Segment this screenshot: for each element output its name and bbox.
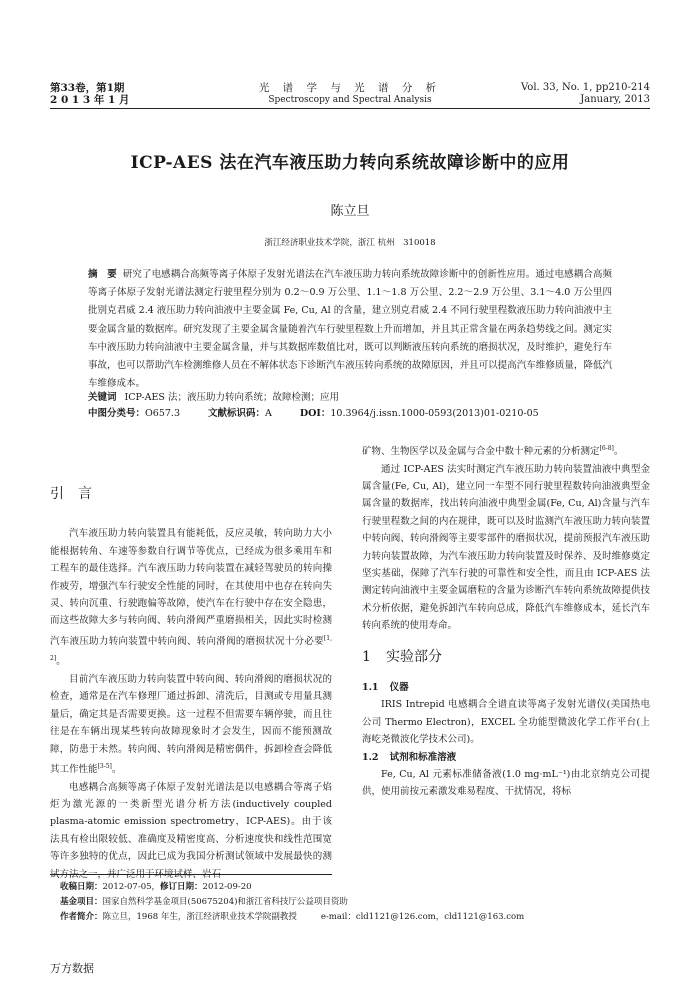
intro-paragraph-2 <box>50 671 332 779</box>
citation-volume: Vol. 33, No. 1, pp210-214 <box>521 82 650 93</box>
subsection-1-1-heading <box>362 679 650 696</box>
right-paragraph-0 <box>362 440 650 461</box>
received-label: 收稿日期： <box>60 882 103 892</box>
intro-p2-text: 目前汽车液压助力转向装置中转向阀、转向滑阀的磨损状况的检查，通常是在汽车修理厂通过拆卸、清洗后，目测或专用量具测量后，确定其是否需要更换。这一过程不但需要车辆停驶，而且往往是在车辆出现某些转向故障现象时才会发生，因而不能预测故障，防患于未然。转向阀、转向滑阀是精密偶件，拆卸检查会降低其工作性能 <box>50 673 332 776</box>
watermark-text: 万方数据 <box>50 962 94 975</box>
footnote-received <box>60 880 660 895</box>
abstract-label: 摘 要 <box>88 269 117 280</box>
received-date: 2012-07-05， <box>102 882 161 892</box>
classification-line <box>88 406 648 422</box>
section-1-number: 1 <box>362 648 371 665</box>
journal-name-en: Spectroscopy and Spectral Analysis <box>268 95 432 105</box>
right-p0-text: 矿物、生物医学以及金属与合金中数十种元素的分析测定 <box>362 446 600 458</box>
footnote-author-bio <box>60 910 660 925</box>
keywords-text: ICP-AES 法；液压助力转向系统；故障检测；应用 <box>124 392 339 403</box>
subsection-1-1-text: IRIS Intrepid 电感耦合全谱直读等离子发射光谱仪(美国热电公司 Thermo Electron)，EXCEL 全功能型微波化学工作平台(上海屹尧微波化学技术公司)。 <box>362 699 650 746</box>
subsection-1-2-number: 1.2 <box>362 751 379 763</box>
intro-p2-ref: [3-5] <box>97 763 112 770</box>
right-p0-ref: [6-8] <box>599 445 614 452</box>
journal-citation <box>521 82 650 106</box>
subsection-1-1-title: 仪器 <box>389 682 409 694</box>
right-paragraph-1: 通过 ICP-AES 法实时测定汽车液压助力转向装置油液中典型金属含量(Fe, Cu, Al)，建立同一车型不同行驶里程数转向油液典型金属含量的数据库，找出转向油液中典型金属(Fe, Cu, Al)含量与汽车行驶里程数之间的内在规律，既可以及时监测汽车液压助力转向装置中转向阀、转向滑阀等主要零部件的磨损状况，提前预报汽车液压助力转向装置故障，为汽车液压助力转向装置及时保养、及时维修奠定坚实基础，保障了汽车行驶的可靠性和安全性，而且由 ICP-AES 法测定转向油液中主要金属磨粒的含量为诊断汽车转向系统故障提供技术分析依据，避免拆卸汽车转向总成，降低汽车维修成本，延长汽车转向系统的使用寿命。 <box>362 463 650 632</box>
clc-label: 中图分类号： <box>88 408 146 419</box>
intro-p2-end: 。 <box>111 764 122 776</box>
doi-label: DOI： <box>299 408 331 419</box>
fund-text: 国家自然科学基金项目(50675204)和浙江省科技厅公益项目资助 <box>102 897 348 907</box>
subsection-1-1-number: 1.1 <box>362 682 379 694</box>
footnote-divider <box>50 874 332 875</box>
subsection-1-2-text: Fe, Cu, Al 元素标准储备液(1.0 mg·mL⁻¹)由北京纳克公司提供，使用前按元素激发难易程度、干扰情况，将标 <box>362 769 650 798</box>
subsection-1-2-title: 试剂和标准溶液 <box>389 751 457 763</box>
issue-date: 2 0 1 3 年 1 月 <box>50 94 130 106</box>
doi-value: 10.3964/j.issn.1000-0593(2013)01-0210-05 <box>330 408 539 419</box>
revised-label: 修订日期： <box>160 882 203 892</box>
right-column <box>362 440 650 801</box>
footnote-fund <box>60 895 660 910</box>
doc-code-value: A <box>265 408 272 419</box>
revised-date: 2012-09-20 <box>202 882 252 892</box>
fund-label: 基金项目： <box>60 897 103 907</box>
bio-text: 陈立旦，1968 年生，浙江经济职业技术学院副教授 <box>102 912 297 922</box>
keywords <box>88 390 612 406</box>
issue-volume: 第33卷，第1期 <box>50 82 125 94</box>
intro-p1-ref: [1, 2] <box>50 634 332 663</box>
bio-label: 作者简介： <box>60 912 103 922</box>
abstract <box>88 266 612 393</box>
right-p0-end: 。 <box>613 446 624 458</box>
keywords-label: 关键词 <box>88 392 117 403</box>
subsection-1-2-heading <box>362 749 650 766</box>
abstract-text: 研究了电感耦合高频等离子体原子发射光谱法在汽车液压助力转向系统故障诊断中的创新性应用。通过电感耦合高频等离子体原子发射光谱法测定行驶里程分别为 0.2～0.9 万公里、1.1～1.8 万公里、2.2～2.9 万公里、3.1～4.0 万公里四批别克君威 2.4 液压助力转向油液中主要金属 Fe, Cu, Al 的含量，建立别克君威 2.4 不同行驶里程数液压助力转向油液中主要金属含量的数据库。研究发现了主要金属含量随着汽车行驶里程数上升而增加，并且其正常含量在两条趋势线之间。测定实车中液压助力转向油液中主要金属含量，并与其数据库数值比对，既可以判断液压转向系统的磨损状况，及时维护，避免行车事故，也可以帮助汽车检测维修人员在不解体状态下诊断汽车液压转向系统的故障原因，并且可以提高汽车维修质量，降低汽车维修成本。 <box>88 269 612 390</box>
header-divider <box>50 108 650 109</box>
doc-code-label: 文献标识码： <box>208 408 266 419</box>
intro-paragraph-1 <box>50 525 332 671</box>
author-affiliation: 浙江经济职业技术学院，浙江 杭州 310018 <box>264 238 436 248</box>
intro-p1-end: 。 <box>56 656 66 668</box>
intro-paragraph-3: 电感耦合高频等离子体原子发射光谱法是以电感耦合等离子焰炬为激光源的一类新型光谱分析方法(inductively coupled plasma-atomic emission spectrometry，ICP-AES)。由于该法具有检出限较低、准确度及精密度高、分析速度快和线性范围宽等许多独特的优点，因此已成为我国分析测试领域中发展最快的测试方法之一，并广泛用于环境试样、岩石 <box>50 781 332 880</box>
intro-heading: 引 言 <box>50 486 92 502</box>
paper-title: ICP-AES 法在汽车液压助力转向系统故障诊断中的应用 <box>130 153 570 173</box>
clc-value: O657.3 <box>145 408 181 419</box>
author-name: 陈立旦 <box>330 204 370 219</box>
journal-name-cn: 光 谱 学 与 光 谱 分 析 <box>258 82 442 94</box>
left-column <box>50 478 332 883</box>
author-email: e-mail：cld1121@126.com，cld1121@163.com <box>320 912 525 922</box>
section-1-title: 实验部分 <box>385 648 442 665</box>
section-1-heading <box>362 649 650 667</box>
intro-p1-text: 汽车液压助力转向装置具有能耗低，反应灵敏，转向助力大小能根据转角、车速等参数自行调节等优点，已经成为很多乘用车和工程车的最佳选择。汽车液压助力转向装置在减轻驾驶员的转向操作疲劳，增强汽车行驶安全性能的同时，在其使用中也存在转向失灵、转向沉重、行驶跑偏等故障，使汽车在行驶中存在安全隐患，而这些故障大多与转向阀、转向滑阀严重磨损相关，因此实时检测汽车液压助力转向装置中转向阀、转向滑阀的磨损状况十分必要 <box>50 528 332 647</box>
citation-date: January, 2013 <box>580 94 650 105</box>
